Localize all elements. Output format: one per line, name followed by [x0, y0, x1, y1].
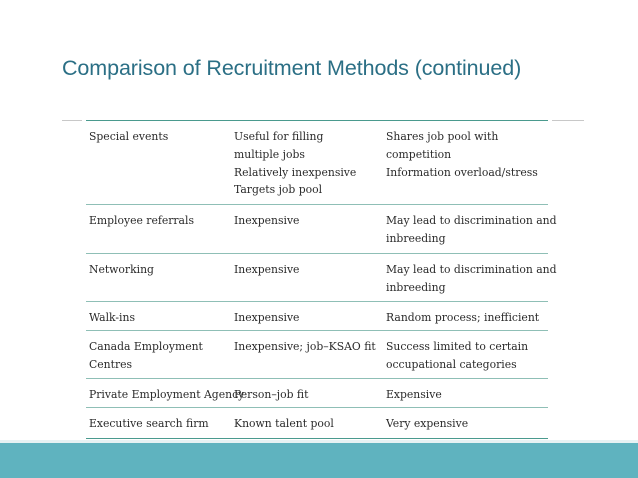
- cell-text: occupational categories: [386, 357, 517, 371]
- cell-text: Known talent pool: [234, 416, 334, 430]
- advantages-cell: [232, 408, 384, 433]
- cell-text: Shares job pool with: [386, 130, 499, 143]
- left-divider: [62, 120, 82, 121]
- table-row: [86, 408, 548, 440]
- advantages-cell: [232, 331, 384, 374]
- disadvantages-cell: [384, 254, 557, 297]
- cell-text: Success limited to certain: [386, 340, 529, 354]
- cell-text: Employee referrals: [89, 214, 194, 228]
- advantages-cell: [232, 379, 384, 404]
- cell-text: Executive search firm: [89, 416, 209, 430]
- disadvantages-cell: [384, 205, 557, 248]
- cell-text: Information overload/stress: [386, 165, 538, 179]
- cell-text: Relatively inexpensive: [234, 165, 357, 179]
- cell-text: Very expensive: [386, 416, 469, 430]
- cell-text: Special events: [89, 130, 169, 143]
- advantages-cell: [232, 121, 384, 199]
- footer-bar: [0, 443, 638, 478]
- cell-text: Useful for filling: [234, 130, 324, 143]
- table-row: [86, 254, 557, 303]
- method-cell: [86, 408, 232, 433]
- cell-text: Networking: [89, 262, 154, 276]
- table-row: [86, 331, 548, 379]
- advantages-cell: [232, 254, 384, 297]
- cell-text: inbreeding: [386, 280, 446, 294]
- table-row: [86, 379, 548, 408]
- cell-text: Canada Employment: [89, 340, 203, 354]
- cell-text: inbreeding: [386, 231, 446, 245]
- advantages-cell: [232, 302, 384, 327]
- cell-text: Inexpensive: [234, 311, 300, 325]
- disadvantages-cell: [384, 408, 548, 433]
- disadvantages-cell: [384, 302, 548, 327]
- method-cell: [86, 331, 232, 374]
- cell-text: Expensive: [386, 387, 442, 401]
- slide-title: Comparison of Recruitment Methods (continued): [62, 56, 522, 80]
- cell-text: Person–job fit: [234, 387, 309, 401]
- method-cell: [86, 121, 232, 199]
- method-cell: [86, 379, 245, 404]
- table-row: [86, 121, 548, 205]
- method-cell: [86, 254, 232, 297]
- cell-text: May lead to discrimination and: [386, 214, 557, 228]
- cell-text: Inexpensive; job–KSAO fit: [234, 340, 376, 354]
- method-cell: [86, 205, 232, 248]
- cell-text: Targets job pool: [234, 183, 323, 197]
- cell-text: Private Employment Agency: [89, 387, 245, 401]
- disadvantages-cell: [384, 379, 548, 404]
- cell-text: multiple jobs: [234, 147, 305, 161]
- comparison-table: [86, 120, 557, 439]
- right-divider: [552, 120, 584, 121]
- cell-text: Inexpensive: [234, 214, 300, 228]
- cell-text: Random process; inefficient: [386, 311, 540, 325]
- cell-text: Walk-ins: [89, 311, 135, 325]
- cell-text: Inexpensive: [234, 262, 300, 276]
- cell-text: Centres: [89, 357, 133, 371]
- cell-text: May lead to discrimination and: [386, 262, 557, 276]
- advantages-cell: [232, 205, 384, 248]
- method-cell: [86, 302, 232, 327]
- cell-text: competition: [386, 147, 452, 161]
- disadvantages-cell: [384, 121, 548, 199]
- table-row: [86, 205, 557, 254]
- disadvantages-cell: [384, 331, 548, 374]
- table-row: [86, 302, 548, 331]
